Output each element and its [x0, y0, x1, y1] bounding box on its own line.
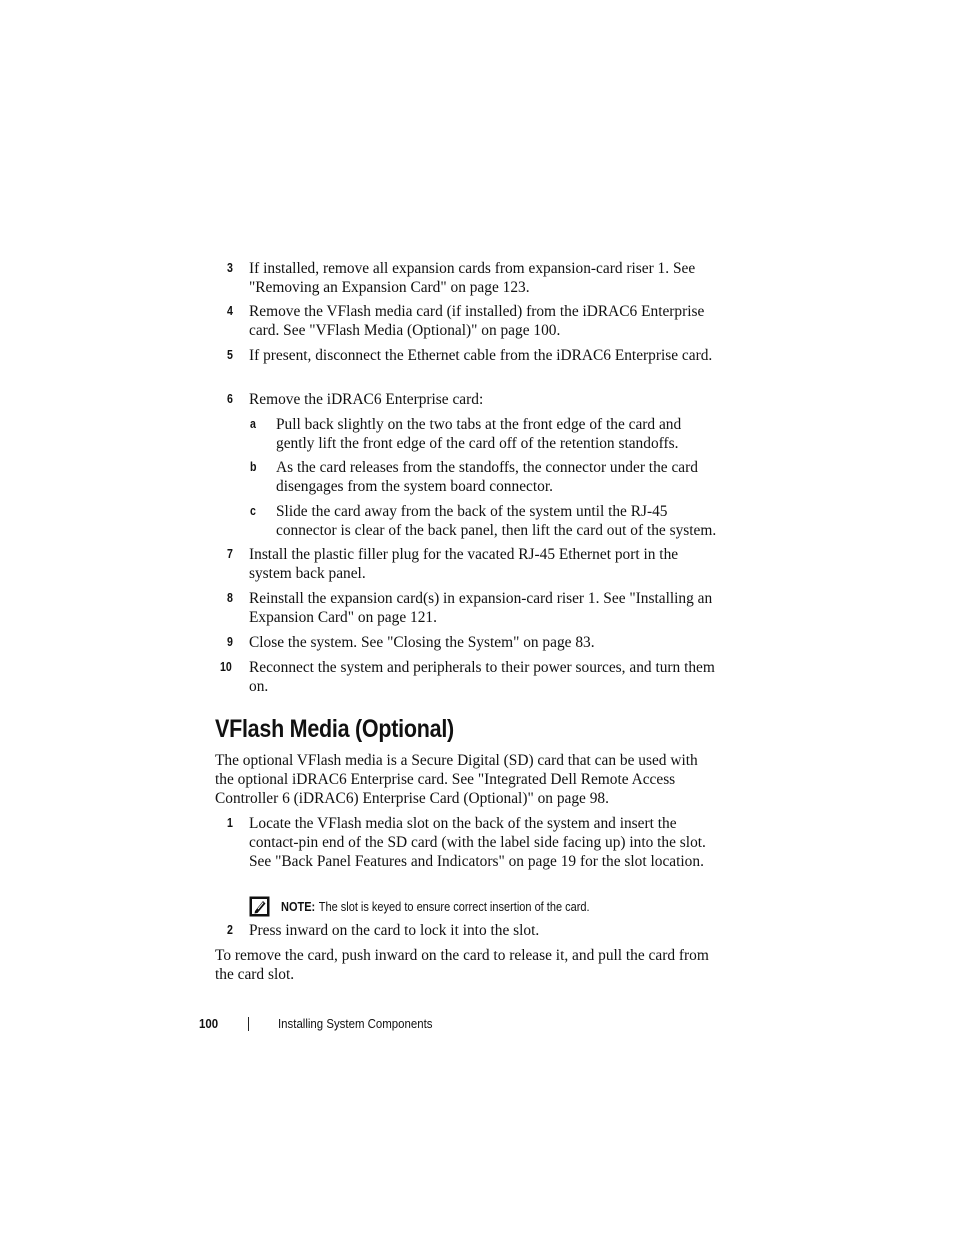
page-number: 100 [199, 1016, 219, 1031]
step-text: Press inward on the card to lock it into the slot. [249, 922, 540, 939]
substep-letter: b [250, 460, 257, 474]
note-pencil-icon [249, 896, 270, 917]
section-outro: To remove the card, push inward on the card to release it, and pull the card from the card slot. [215, 947, 709, 983]
step-text: Remove the VFlash media card (if installed) from the iDRAC6 Enterprise card. See "VFlash Media (Optional)" on page 100. [249, 303, 705, 339]
substep-text: Pull back slightly on the two tabs at the front edge of the card and gently lift the front edge of the card off of the retention standoffs. [276, 416, 682, 452]
substep-letter: c [250, 504, 256, 518]
section-intro: The optional VFlash media is a Secure Digital (SD) card that can be used with the optional iDRAC6 Enterprise card. See "Integrated Dell Remote Access Controller 6 (iDRAC6) Enterprise Card (Optional)" on page 98. [215, 752, 698, 807]
step-text: Close the system. See "Closing the System" on page 83. [249, 634, 595, 651]
step-number: 10 [220, 660, 232, 674]
note-box [249, 896, 719, 918]
step-number: 6 [227, 392, 233, 406]
step-number: 3 [227, 261, 233, 275]
step-text: If installed, remove all expansion cards from expansion-card riser 1. See "Removing an Expansion Card" on page 123. [249, 260, 696, 296]
step-number: 1 [227, 816, 233, 830]
step-text: Reinstall the expansion card(s) in expansion-card riser 1. See "Installing an Expansion Card" on page 121. [249, 590, 713, 626]
step-number: 5 [227, 348, 233, 362]
substep-text: As the card releases from the standoffs, the connector under the card disengages from the system board connector. [276, 459, 698, 495]
step-number: 8 [227, 591, 233, 605]
footer-chapter-title: Installing System Components [278, 1016, 433, 1031]
substep-text: Slide the card away from the back of the system until the RJ-45 connector is clear of the back panel, then lift the card out of the system. [276, 503, 717, 539]
step-text: Remove the iDRAC6 Enterprise card: [249, 391, 484, 408]
note-text: The slot is keyed to ensure correct insertion of the card. [318, 900, 590, 914]
step-number: 9 [227, 635, 233, 649]
section-heading: VFlash Media (Optional) [215, 715, 454, 743]
step-number: 7 [227, 547, 233, 561]
footer-separator [248, 1017, 249, 1031]
step-text: Locate the VFlash media slot on the back of the system and insert the contact-pin end of the SD card (with the label side facing up) into the slot. See "Back Panel Features and Indicators" on page 19 for the slot location. [249, 815, 706, 870]
step-text: Reconnect the system and peripherals to their power sources, and turn them on. [249, 659, 715, 695]
substep-letter: a [250, 417, 256, 431]
note-label: NOTE: [281, 900, 316, 914]
step-number: 2 [227, 923, 233, 937]
step-text: Install the plastic filler plug for the vacated RJ-45 Ethernet port in the system back panel. [249, 546, 679, 582]
step-text: If present, disconnect the Ethernet cable from the iDRAC6 Enterprise card. [249, 347, 713, 364]
step-number: 4 [227, 304, 233, 318]
